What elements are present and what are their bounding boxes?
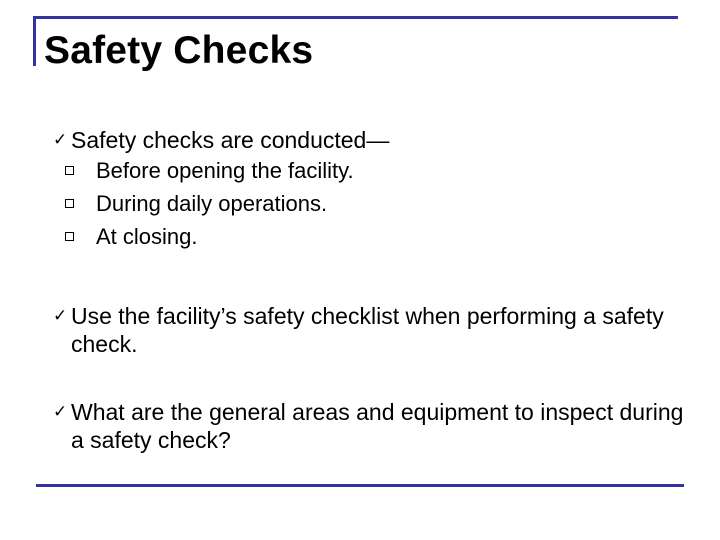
frame-bottom-rule (36, 484, 684, 487)
checkmark-icon: ✓ (53, 402, 68, 422)
frame-top-rule (33, 16, 678, 19)
sub-item (53, 220, 693, 253)
bullet-item-2 (53, 302, 693, 358)
sub-list (53, 154, 693, 253)
square-bullet-icon (65, 199, 74, 208)
checkmark-icon: ✓ (53, 130, 68, 150)
bullet-text: Use the facility’s safety checklist when performing a safety check. (71, 303, 664, 357)
bullet-text: Safety checks are conducted— (71, 127, 390, 153)
bullet-text: What are the general areas and equipment to inspect during a safety check? (71, 399, 684, 453)
sub-item (53, 154, 693, 187)
sub-item-text: Before opening the facility. (96, 158, 354, 183)
square-bullet-icon (65, 232, 74, 241)
bullet-item-1 (53, 126, 693, 253)
sub-item-text: At closing. (96, 224, 198, 249)
sub-item (53, 187, 693, 220)
checkmark-icon: ✓ (53, 306, 68, 326)
sub-item-text: During daily operations. (96, 191, 328, 216)
square-bullet-icon (65, 166, 74, 175)
bullet-item-3 (53, 398, 693, 454)
frame-left-rule (33, 16, 36, 66)
slide-title: Safety Checks (44, 29, 314, 72)
